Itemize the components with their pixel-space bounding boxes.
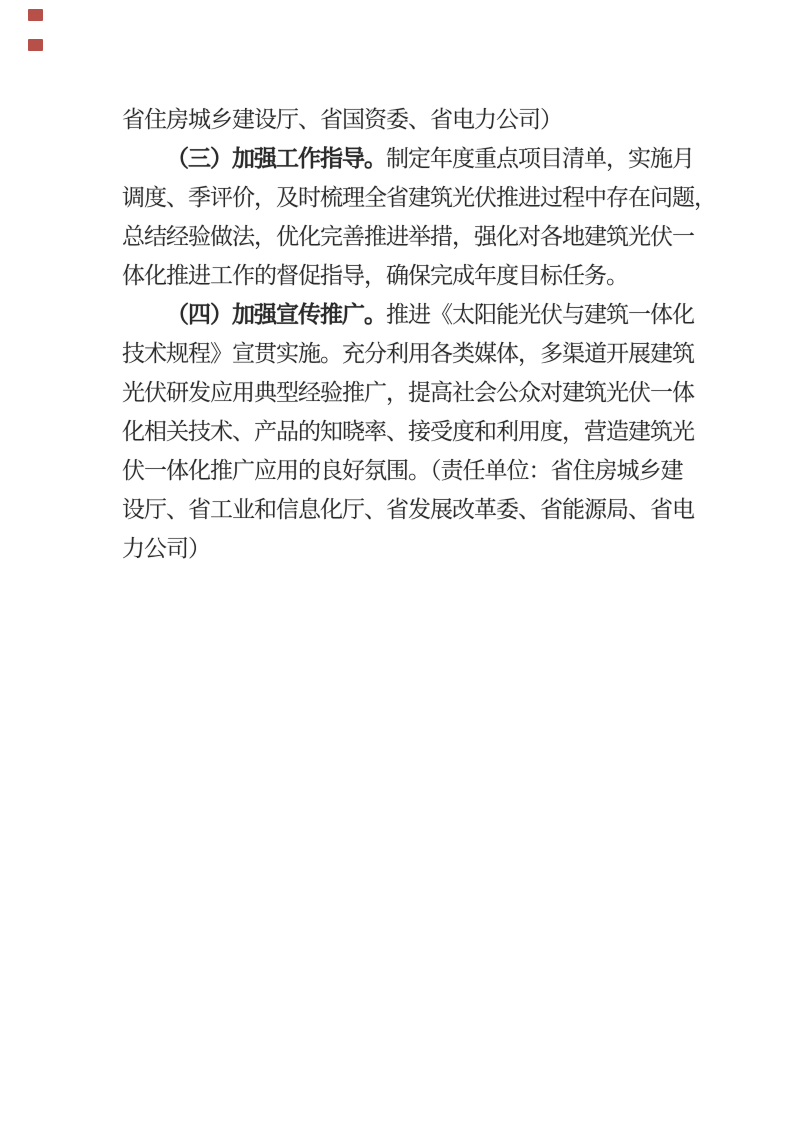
line-text: 设厅、省工业和信息化厅、省发展改革委、省能源局、省电 — [122, 497, 694, 522]
section-heading-text: （四）加强宣传推广。 — [166, 302, 386, 327]
line-text: 技术规程》宣贯实施。充分利用各类媒体，多渠道开展建筑 — [122, 341, 694, 366]
line-text: 光伏研发应用典型经验推广，提高社会公众对建筑光伏一体 — [122, 380, 694, 405]
line-text: 制定年度重点项目清单，实施月 — [386, 146, 694, 171]
text-line — [122, 178, 732, 217]
text-line-section-3-heading — [122, 139, 732, 178]
line-text: 省住房城乡建设厅、省国资委、省电力公司） — [122, 107, 562, 132]
text-line — [122, 529, 732, 568]
line-text: 推进《太阳能光伏与建筑一体化 — [386, 302, 694, 327]
text-line — [122, 490, 732, 529]
line-text: 化相关技术、产品的知晓率、接受度和利用度，营造建筑光 — [122, 419, 694, 444]
text-line — [122, 334, 732, 373]
text-line — [122, 100, 732, 139]
section-heading-text: （三）加强工作指导。 — [166, 146, 386, 171]
text-line — [122, 451, 732, 490]
line-text: 体化推进工作的督促指导，确保完成年度目标任务。 — [122, 263, 628, 288]
scan-artifact-mark-bottom — [28, 39, 43, 51]
text-line — [122, 256, 732, 295]
line-text: 伏一体化推广应用的良好氛围。（责任单位：省住房城乡建 — [122, 458, 683, 483]
text-line-section-4-heading — [122, 295, 732, 334]
text-line — [122, 373, 732, 412]
line-text: 总结经验做法，优化完善推进举措，强化对各地建筑光伏一 — [122, 224, 694, 249]
line-text: 调度、季评价，及时梳理全省建筑光伏推进过程中存在问题， — [122, 185, 716, 210]
text-line — [122, 412, 732, 451]
scan-artifact-mark-top — [28, 9, 43, 21]
text-line — [122, 217, 732, 256]
line-text: 力公司） — [122, 536, 210, 561]
document-body — [122, 100, 732, 568]
